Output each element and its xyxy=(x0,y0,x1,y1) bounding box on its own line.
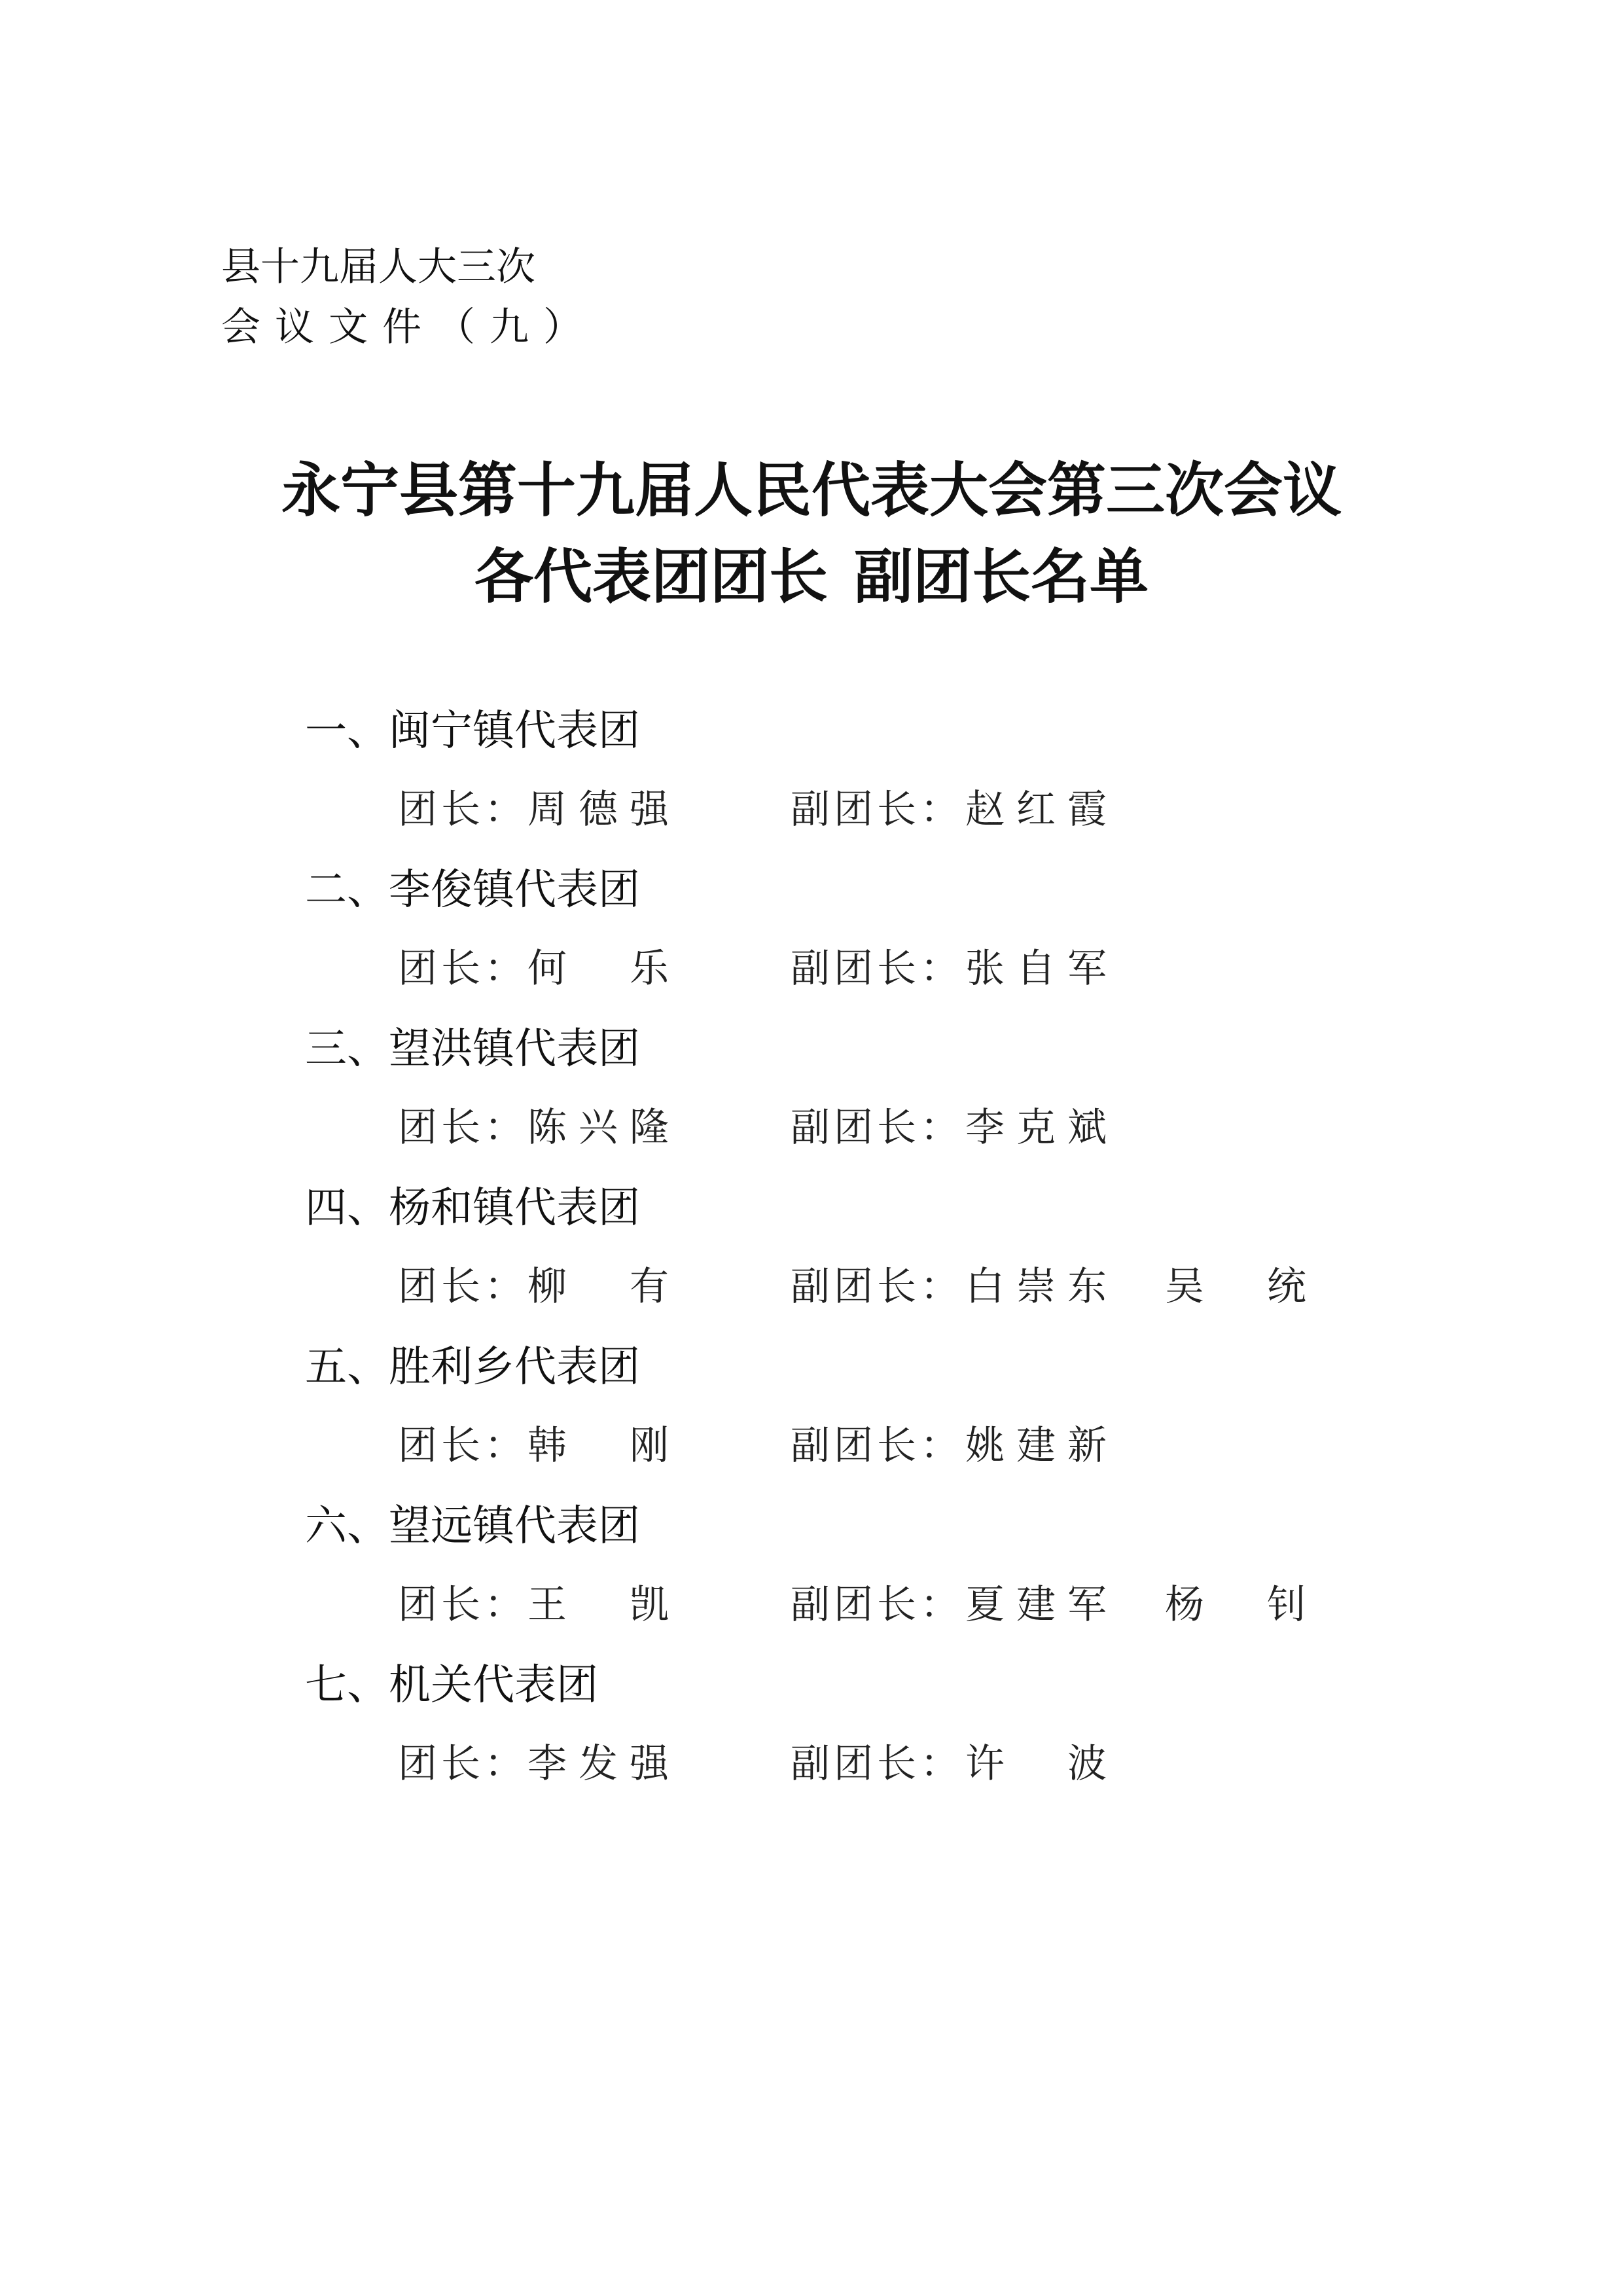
delegation-title: 三、望洪镇代表团 xyxy=(305,1025,640,1073)
delegation-group xyxy=(0,1661,1623,1823)
deputy-label: 副团长： xyxy=(791,1105,963,1151)
head-label: 团长： xyxy=(398,1423,527,1469)
delegation-title: 二、李俊镇代表团 xyxy=(305,866,640,914)
document-title-line2 xyxy=(0,542,1623,611)
delegation-leaders xyxy=(0,1264,1623,1313)
delegation-list xyxy=(0,707,1623,1823)
deputy-name: 姚建新 xyxy=(965,1423,1118,1469)
document-series-label: 县十九届人大三次 xyxy=(221,244,535,290)
head-name: 韩 刚 xyxy=(527,1423,681,1469)
head-label: 团长： xyxy=(398,1582,527,1628)
delegation-group xyxy=(0,1025,1623,1187)
delegation-title: 七、机关代表团 xyxy=(305,1661,598,1710)
deputy-name: 夏建军 xyxy=(965,1582,1118,1628)
document-title-line1: 永宁县第十九届人民代表大会第三次会议 xyxy=(281,456,1342,525)
title-part-deputies: 副团长名单 xyxy=(854,542,1149,611)
delegation-leaders xyxy=(0,1105,1623,1154)
head-label: 团长： xyxy=(398,946,527,992)
deputy-label: 副团长： xyxy=(791,787,963,833)
delegation-group xyxy=(0,1184,1623,1346)
delegation-leaders xyxy=(0,1741,1623,1790)
head-name: 陈兴隆 xyxy=(527,1105,681,1151)
deputy-name: 张自军 xyxy=(965,946,1118,992)
deputy-label: 副团长： xyxy=(791,1741,963,1787)
head-name: 王 凯 xyxy=(527,1582,681,1628)
delegation-title: 四、杨和镇代表团 xyxy=(305,1184,640,1232)
deputy-name: 赵红霞 xyxy=(965,787,1118,833)
delegation-group xyxy=(0,866,1623,1028)
head-name: 何 乐 xyxy=(527,946,681,992)
deputy-label: 副团长： xyxy=(791,1423,963,1469)
delegation-group xyxy=(0,1502,1623,1664)
delegation-group xyxy=(0,707,1623,869)
delegation-group xyxy=(0,1343,1623,1505)
deputy-name-second: 吴 统 xyxy=(1165,1264,1318,1310)
head-label: 团长： xyxy=(398,1264,527,1310)
title-part-heads: 各代表团团长 xyxy=(474,542,828,611)
deputy-label: 副团长： xyxy=(791,1582,963,1628)
delegation-title: 六、望远镇代表团 xyxy=(305,1502,640,1551)
delegation-leaders xyxy=(0,1582,1623,1631)
head-label: 团长： xyxy=(398,1105,527,1151)
deputy-name: 李克斌 xyxy=(965,1105,1118,1151)
delegation-leaders xyxy=(0,1423,1623,1472)
head-name: 柳 有 xyxy=(527,1264,681,1310)
deputy-name: 白崇东 xyxy=(965,1264,1118,1310)
head-label: 团长： xyxy=(398,1741,527,1787)
deputy-name: 许 波 xyxy=(965,1741,1118,1787)
delegation-title: 一、闽宁镇代表团 xyxy=(305,707,640,755)
deputy-name-second: 杨 钊 xyxy=(1165,1582,1318,1628)
delegation-leaders xyxy=(0,946,1623,995)
head-name: 李发强 xyxy=(527,1741,681,1787)
document-number-label: 会议文件（九） xyxy=(221,304,597,350)
delegation-leaders xyxy=(0,787,1623,836)
delegation-title: 五、胜利乡代表团 xyxy=(305,1343,640,1391)
deputy-label: 副团长： xyxy=(791,946,963,992)
deputy-label: 副团长： xyxy=(791,1264,963,1310)
head-label: 团长： xyxy=(398,787,527,833)
head-name: 周德强 xyxy=(527,787,681,833)
